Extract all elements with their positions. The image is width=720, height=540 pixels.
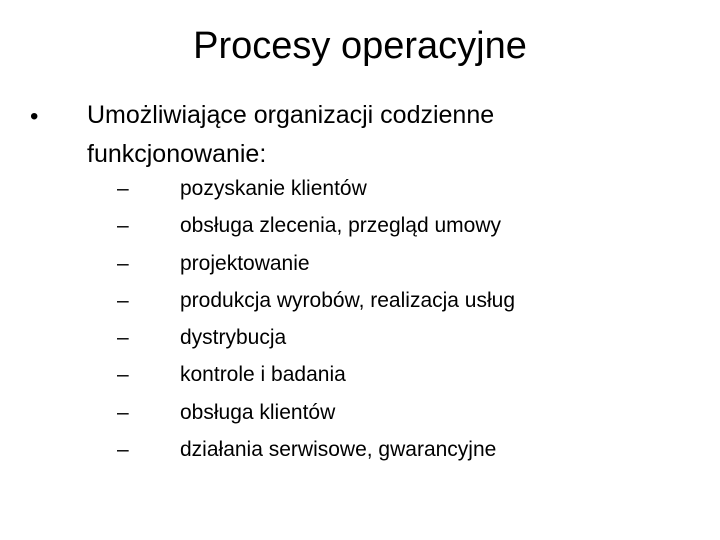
- list-item-text: projektowanie: [180, 251, 310, 275]
- dash-icon: –: [117, 177, 129, 200]
- list-item-text: obsługa zlecenia, przegląd umowy: [180, 214, 502, 238]
- list-item: [0, 282, 720, 319]
- sub-bullet-list: [0, 170, 720, 468]
- dash-icon: –: [117, 251, 129, 275]
- list-item: [0, 319, 720, 356]
- slide-title: Procesy operacyjne: [193, 25, 527, 67]
- dash-icon: –: [117, 326, 129, 350]
- dash-icon: –: [117, 438, 129, 462]
- list-item-text: pozyskanie klientów: [180, 177, 367, 200]
- list-item-text: obsługa klientów: [180, 400, 336, 424]
- list-item: [0, 431, 720, 468]
- list-item-text: działania serwisowe, gwarancyjne: [180, 438, 497, 462]
- list-item-text: dystrybucja: [180, 326, 287, 350]
- dash-icon: –: [117, 400, 129, 424]
- list-item-text: produkcja wyrobów, realizacja usług: [180, 288, 516, 312]
- bullet-dot-icon: •: [30, 103, 39, 130]
- list-item: [0, 170, 720, 207]
- dash-icon: –: [117, 214, 129, 238]
- list-item-text: kontrole i badania: [180, 363, 346, 387]
- list-item: [0, 207, 720, 244]
- list-item: [0, 394, 720, 431]
- list-item: [0, 356, 720, 393]
- main-bullet-text: Umożliwiające organizacji codzienne funkcjonowanie:: [87, 101, 495, 168]
- list-item: [0, 245, 720, 282]
- dash-icon: –: [117, 363, 129, 387]
- dash-icon: –: [117, 288, 129, 312]
